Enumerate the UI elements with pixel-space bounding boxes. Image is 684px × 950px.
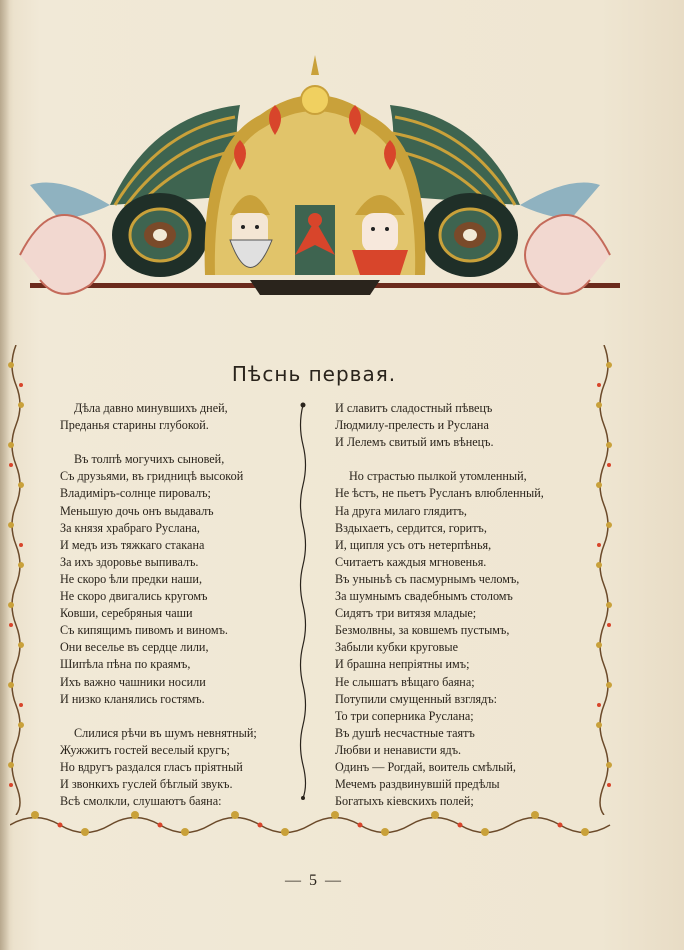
stanza-gap bbox=[60, 434, 290, 451]
verse-line: Они веселье въ сердце лили, bbox=[60, 640, 209, 655]
verse-line: Дѣла давно минувшихъ дней, bbox=[74, 401, 228, 415]
left-verse-column bbox=[60, 400, 290, 810]
verse-line: Вздыхаетъ, сердится, горитъ, bbox=[335, 520, 487, 535]
verse-line: И, щипля усъ отъ нетерпѣнья, bbox=[335, 537, 492, 552]
verse-line: Съ друзьями, въ гридницѣ высокой bbox=[60, 469, 244, 484]
verse-line: Потупили смущенный взглядъ: bbox=[335, 691, 498, 706]
verse-line: Въ уныньѣ съ пасмурнымъ челомъ, bbox=[335, 571, 520, 586]
right-floral-border bbox=[592, 345, 616, 815]
column-divider-ornament bbox=[296, 400, 310, 800]
verse-line: Но страстью пылкой утомленный, bbox=[349, 469, 527, 484]
verse-line: Не ѣстъ, не пьетъ Русланъ влюбленный, bbox=[335, 486, 544, 501]
sun-emblem bbox=[301, 86, 329, 114]
verse-line: Въ толпѣ могучихъ сыновей, bbox=[74, 452, 225, 467]
verse-line: И медъ изъ тяжкаго стакана bbox=[60, 537, 205, 552]
verse-line: И звонкихъ гуслей бѣглый звукъ. bbox=[60, 777, 233, 792]
verse-line: Ковши, серебряныя чаши bbox=[60, 606, 193, 621]
verse-line: Шипѣла пѣна по краямъ, bbox=[60, 657, 191, 672]
page-number: — 5 — bbox=[285, 872, 343, 889]
verse-line: Мечемъ раздвинувшій предѣлы bbox=[335, 777, 500, 792]
right-verse-column bbox=[335, 400, 595, 810]
verse-line: Не скоро двигались кругомъ bbox=[60, 589, 208, 604]
headpiece-illustration bbox=[0, 55, 684, 315]
verse-line: Въ душѣ несчастные таятъ bbox=[335, 725, 475, 740]
verse-line: И низко кланялись гостямъ. bbox=[60, 691, 205, 706]
verse-line: И славитъ сладостный пѣвецъ bbox=[335, 401, 493, 415]
verse-line: За шумнымъ свадебнымъ столомъ bbox=[335, 589, 513, 604]
left-floral-border bbox=[4, 345, 28, 815]
verse-line: Преданья старины глубокой. bbox=[60, 418, 209, 433]
verse-line: Одинъ — Рогдай, воитель смѣлый, bbox=[335, 759, 516, 774]
verse-line: То три соперника Руслана; bbox=[335, 708, 474, 723]
stanza-gap bbox=[60, 708, 290, 725]
verse-line: Меньшую дочь онъ выдавалъ bbox=[60, 503, 214, 518]
chapter-title: Пѣснь первая. bbox=[231, 362, 397, 386]
verse-line: Безмолвны, за ковшемъ пустымъ, bbox=[335, 623, 510, 638]
stanza-gap bbox=[335, 451, 595, 468]
verse-line: На друга милаго глядитъ, bbox=[335, 503, 467, 518]
verse-line: И Лелемъ свитый имъ вѣнецъ. bbox=[335, 435, 494, 450]
verse-line: Слилися рѣчи въ шумъ невнятный; bbox=[74, 725, 257, 740]
verse-line: Людмилу-прелесть и Руслана bbox=[335, 418, 489, 433]
left-shield-ornament bbox=[112, 193, 208, 277]
verse-line: Жужжитъ гостей веселый кругъ; bbox=[60, 742, 230, 757]
right-shield-ornament bbox=[422, 193, 518, 277]
verse-line: За ихъ здоровье выпивалъ. bbox=[60, 554, 199, 569]
verse-line: За князя храбраго Руслана, bbox=[60, 520, 200, 535]
verse-line: Забыли кубки круговые bbox=[335, 640, 459, 655]
verse-line: Владиміръ-солнце пировалъ; bbox=[60, 486, 211, 501]
verse-line: Ихъ важно чашники носили bbox=[60, 674, 206, 689]
verse-line: Съ кипящимъ пивомъ и виномъ. bbox=[60, 623, 228, 638]
verse-line: Не слышатъ вѣщаго баяна; bbox=[335, 674, 475, 689]
verse-line: Не скоро ѣли предки наши, bbox=[60, 571, 203, 586]
verse-line: Всѣ смолкли, слушаютъ баяна: bbox=[60, 794, 222, 809]
eagle-emblem bbox=[295, 205, 335, 275]
verse-line: Богатыхъ кіевскихъ полей; bbox=[335, 794, 474, 809]
verse-line: Сидятъ три витязя младые; bbox=[335, 606, 477, 621]
verse-line: И брашна непріятны имъ; bbox=[335, 657, 470, 672]
verse-line: Но вдругъ раздался гласъ пріятный bbox=[60, 759, 243, 774]
verse-line: Считаетъ каждыя мгновенья. bbox=[335, 554, 487, 569]
verse-line: Любви и ненависти ядъ. bbox=[335, 742, 462, 757]
